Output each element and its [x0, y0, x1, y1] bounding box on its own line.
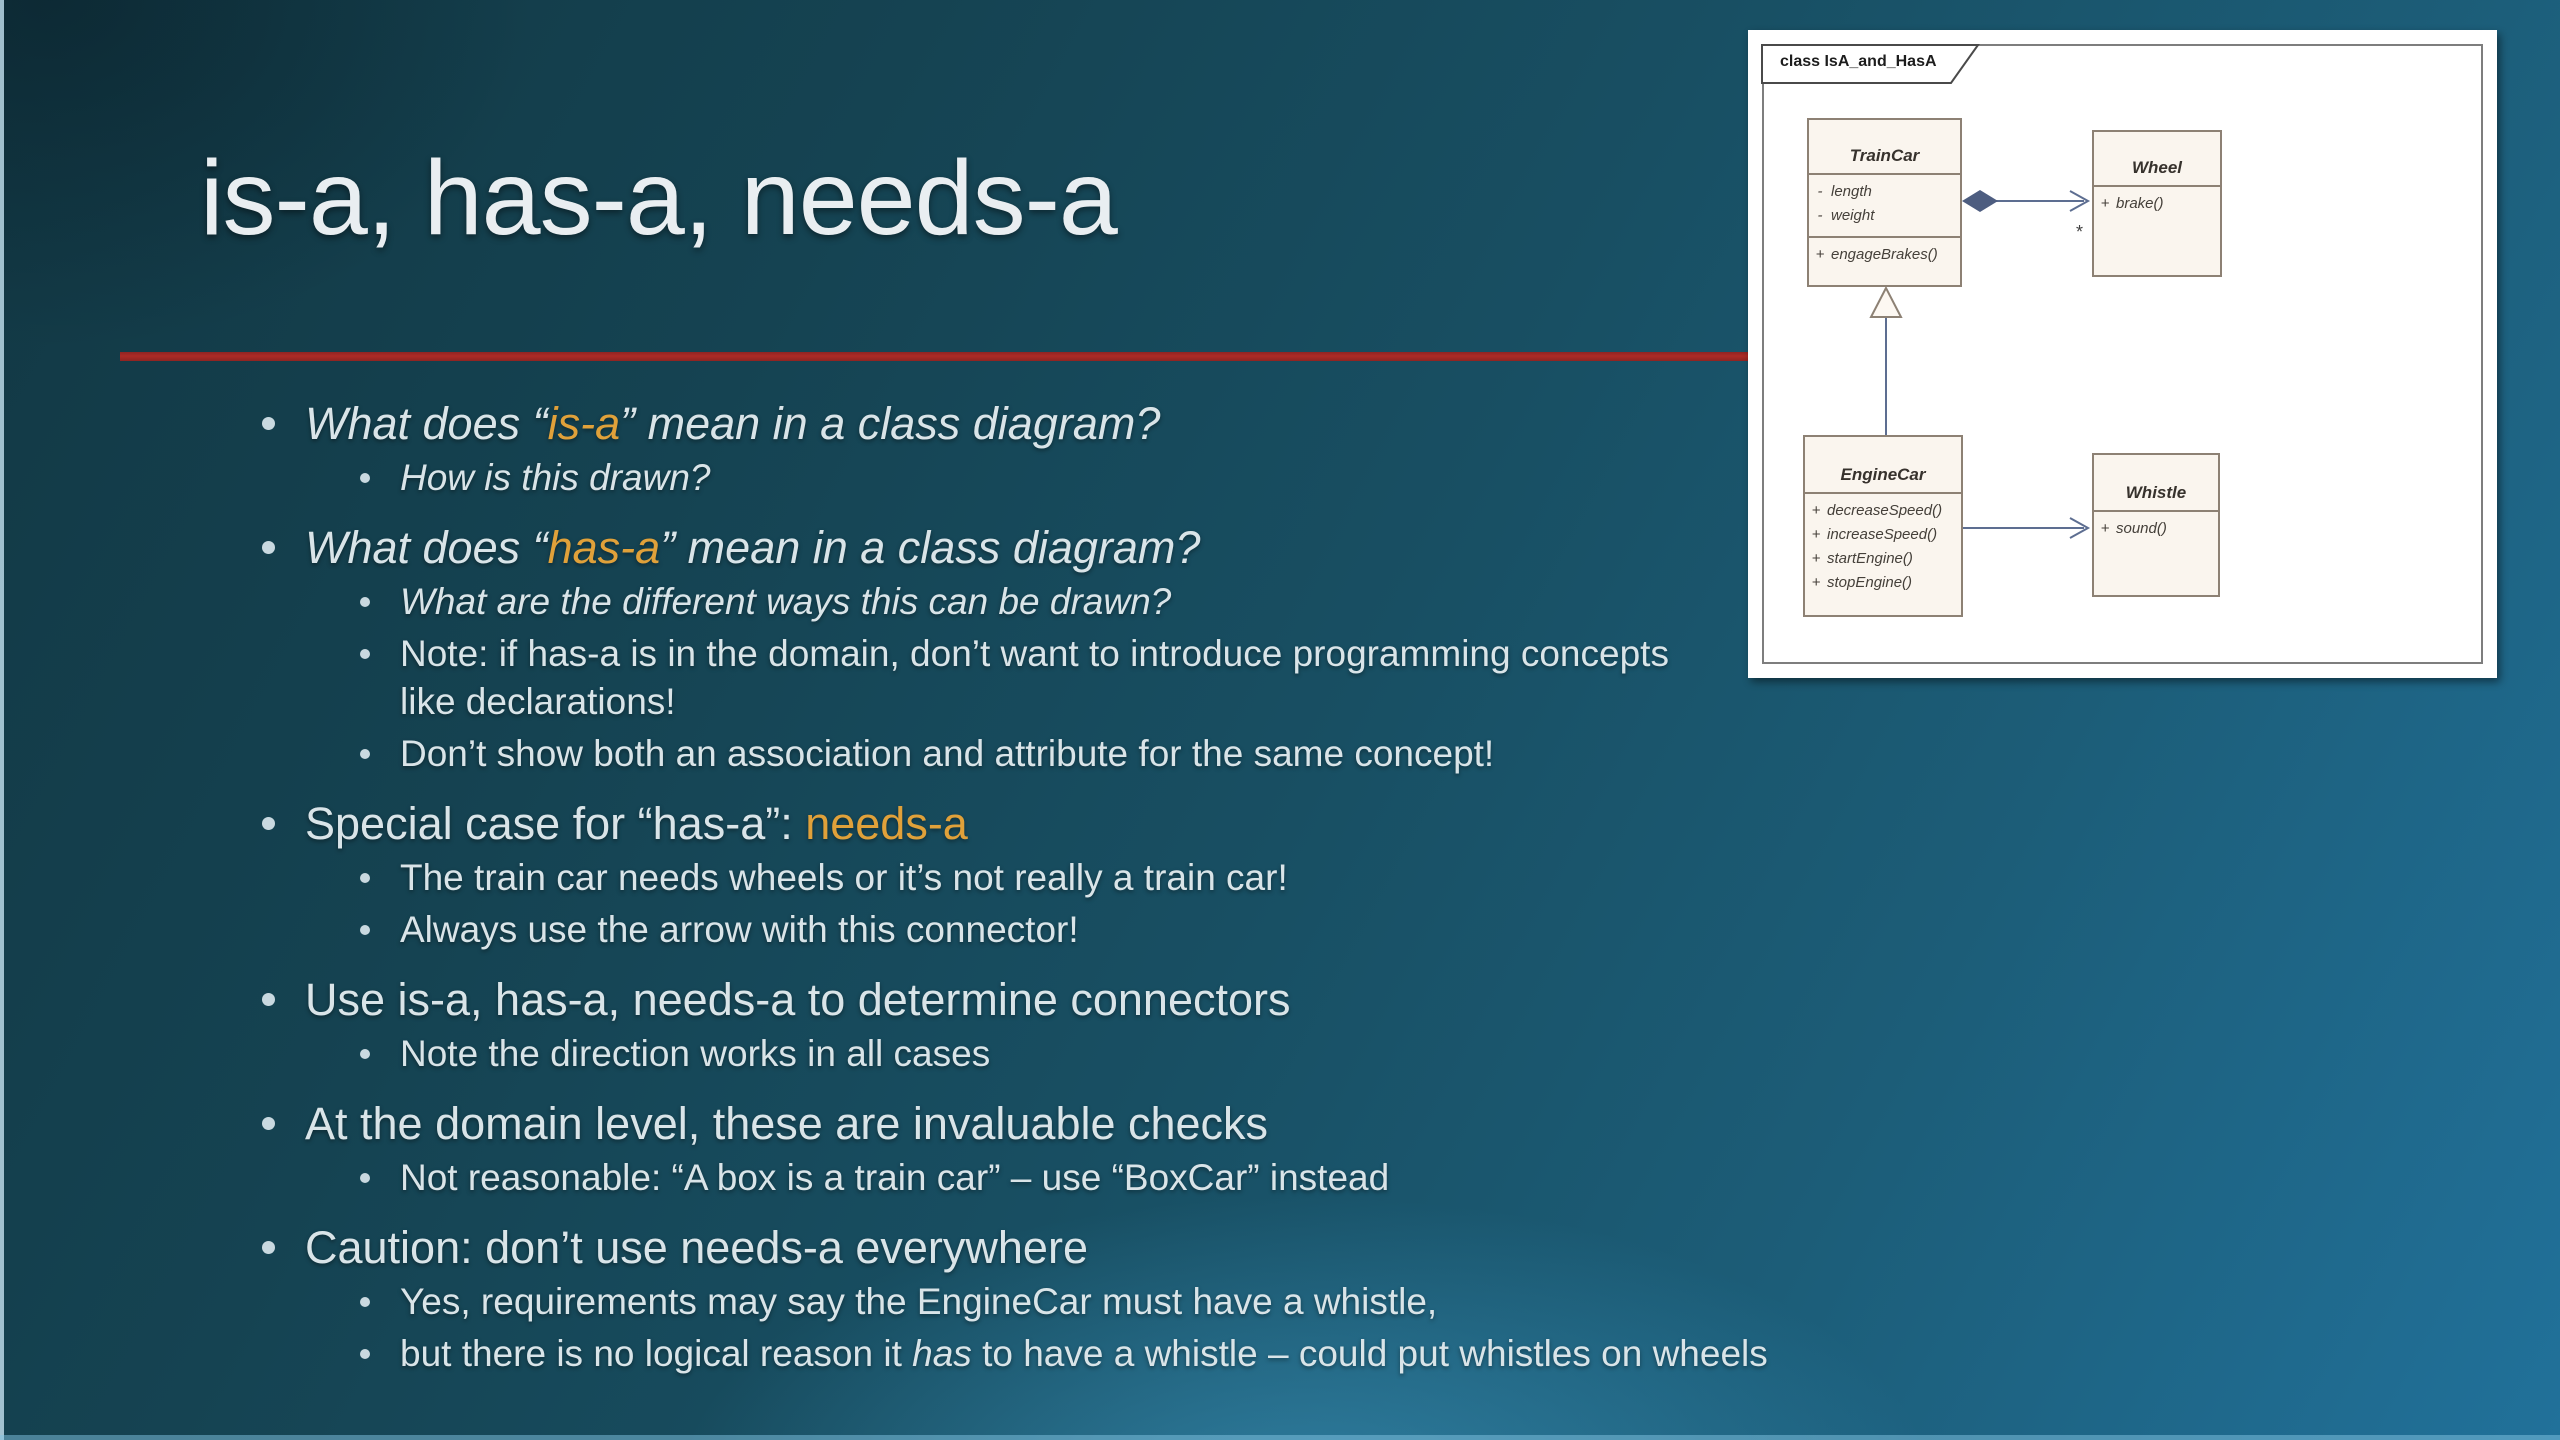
slide-bottom-edge: [0, 1435, 2560, 1440]
bullet-item: [258, 1098, 2408, 1150]
bullet-text: [400, 730, 1494, 778]
bullet-text: [400, 1154, 1389, 1202]
bullet-item: [258, 854, 2408, 902]
text-run: At the domain level, these are invaluable checks: [305, 1098, 1269, 1149]
class-member: [1809, 180, 1960, 204]
bullet-text: [400, 578, 1171, 626]
text-run: How is this drawn?: [400, 457, 711, 498]
member-name: engageBrakes(): [1831, 246, 1938, 263]
bullet-text: [305, 1098, 1268, 1150]
class-operations: [1809, 236, 1960, 269]
class-operations: [2094, 510, 2218, 543]
member-name: weight: [1831, 207, 1875, 224]
class-member: [1805, 571, 1961, 595]
visibility-sign: +: [1815, 246, 1825, 263]
bullet-text: [305, 522, 1200, 574]
multiplicity-label: *: [2076, 222, 2084, 242]
text-run: Note the direction works in all cases: [400, 1033, 991, 1074]
text-run: Caution: don’t use needs-a everywhere: [305, 1222, 1088, 1273]
text-run: ” mean in a class diagram?: [660, 522, 1201, 573]
uml-diagram-panel: [1748, 30, 2497, 678]
text-run: needs-a: [805, 798, 968, 849]
member-name: length: [1831, 183, 1872, 200]
class-member: [1809, 204, 1960, 228]
bullet-dot: [360, 925, 370, 935]
bullet-dot: [262, 817, 275, 830]
text-run: but there is no logical reason it: [400, 1333, 913, 1374]
class-member: [1805, 523, 1961, 547]
text-run: Note: if has-a is in the domain, don’t want to introduce programming concepts like declarations!: [400, 633, 1669, 722]
member-name: brake(): [2116, 195, 2164, 212]
class-name: EngineCar: [1840, 465, 1926, 484]
class-name: Whistle: [2125, 483, 2187, 502]
bullet-text: [400, 630, 1700, 726]
text-run: Yes, requirements may say the EngineCar must have a whistle,: [400, 1281, 1438, 1322]
text-run: has: [912, 1333, 972, 1374]
bullet-dot: [262, 1117, 275, 1130]
class-member: [1805, 547, 1961, 571]
bullet-dot: [360, 1297, 370, 1307]
bullet-text: [400, 1278, 1437, 1326]
bullet-dot: [360, 649, 370, 659]
bullet-item: [258, 1154, 2408, 1202]
visibility-sign: +: [1811, 574, 1821, 591]
visibility-sign: -: [1817, 207, 1823, 224]
text-run: What does “: [305, 522, 548, 573]
bullet-item: [258, 730, 2408, 778]
class-member: [1805, 499, 1961, 523]
bullet-dot: [262, 1241, 275, 1254]
bullet-dot: [360, 1049, 370, 1059]
uml-class-enginecar: [1803, 435, 1963, 617]
bullet-item: [258, 1278, 2408, 1326]
text-run: has-a: [547, 522, 661, 573]
association-connector: [1963, 518, 2088, 538]
class-operations: [2094, 185, 2220, 218]
uml-class-wheel: [2092, 130, 2222, 277]
bullet-dot: [262, 993, 275, 1006]
class-attributes: [1809, 173, 1960, 236]
bullet-dot: [360, 1173, 370, 1183]
member-name: decreaseSpeed(): [1827, 502, 1943, 519]
slide-left-edge: [0, 0, 4, 1440]
bullet-dot: [360, 597, 370, 607]
bullet-text: [305, 1222, 1088, 1274]
bullet-text: [305, 974, 1291, 1026]
uml-class-whistle: [2092, 453, 2220, 597]
member-name: stopEngine(): [1827, 574, 1913, 591]
uml-class-traincar: [1807, 118, 1962, 287]
bullet-text: [305, 798, 968, 850]
bullet-dot: [360, 749, 370, 759]
bullet-dot: [262, 417, 275, 430]
text-run: Use is-a, has-a, needs-a to determine connectors: [305, 974, 1291, 1025]
slide-title: is-a, has-a, needs-a: [200, 139, 1117, 257]
text-run: ” mean in a class diagram?: [620, 398, 1161, 449]
bullet-item: [258, 906, 2408, 954]
visibility-sign: +: [2100, 195, 2110, 212]
bullet-text: [400, 1330, 1768, 1378]
visibility-sign: +: [1811, 502, 1821, 519]
bullet-text: [400, 854, 1288, 902]
bullet-text: [400, 906, 1079, 954]
visibility-sign: +: [1811, 550, 1821, 567]
text-run: Not reasonable: “A box is a train car” – use “BoxCar” instead: [400, 1157, 1390, 1198]
bullet-dot: [360, 873, 370, 883]
class-name: Wheel: [2131, 158, 2183, 177]
bullet-dot: [262, 541, 275, 554]
text-run: Don’t show both an association and attribute for the same concept!: [400, 733, 1495, 774]
class-member: [1809, 243, 1960, 267]
visibility-sign: +: [2100, 520, 2110, 537]
composition-connector: [1962, 190, 2088, 242]
text-run: Special case for “has-a”:: [305, 798, 806, 849]
bullet-item: [258, 1030, 2408, 1078]
class-operations: [1805, 492, 1961, 597]
bullet-item: [258, 1330, 2408, 1378]
bullet-text: [400, 454, 711, 502]
class-member: [2094, 192, 2220, 216]
member-name: sound(): [2116, 520, 2167, 537]
generalization-connector: [1871, 288, 1901, 435]
uml-frame-label: class IsA_and_HasA: [1780, 53, 1937, 70]
member-name: increaseSpeed(): [1827, 526, 1938, 543]
bullet-dot: [360, 473, 370, 483]
visibility-sign: -: [1817, 183, 1823, 200]
class-member: [2094, 517, 2218, 541]
bullet-text: [305, 398, 1160, 450]
bullet-item: [258, 974, 2408, 1026]
bullet-text: [400, 1030, 990, 1078]
bullet-dot: [360, 1349, 370, 1359]
member-name: startEngine(): [1827, 550, 1913, 567]
text-run: to have a whistle – could put whistles on wheels: [971, 1333, 1768, 1374]
text-run: What are the different ways this can be drawn?: [400, 581, 1172, 622]
text-run: What does “: [305, 398, 548, 449]
text-run: The train car needs wheels or it’s not really a train car!: [400, 857, 1288, 898]
bullet-item: [258, 1222, 2408, 1274]
title-underline-rule: [120, 352, 1750, 361]
visibility-sign: +: [1811, 526, 1821, 543]
class-name: TrainCar: [1849, 146, 1920, 165]
text-run: Always use the arrow with this connector!: [400, 909, 1079, 950]
text-run: is-a: [547, 398, 621, 449]
bullet-item: [258, 798, 2408, 850]
